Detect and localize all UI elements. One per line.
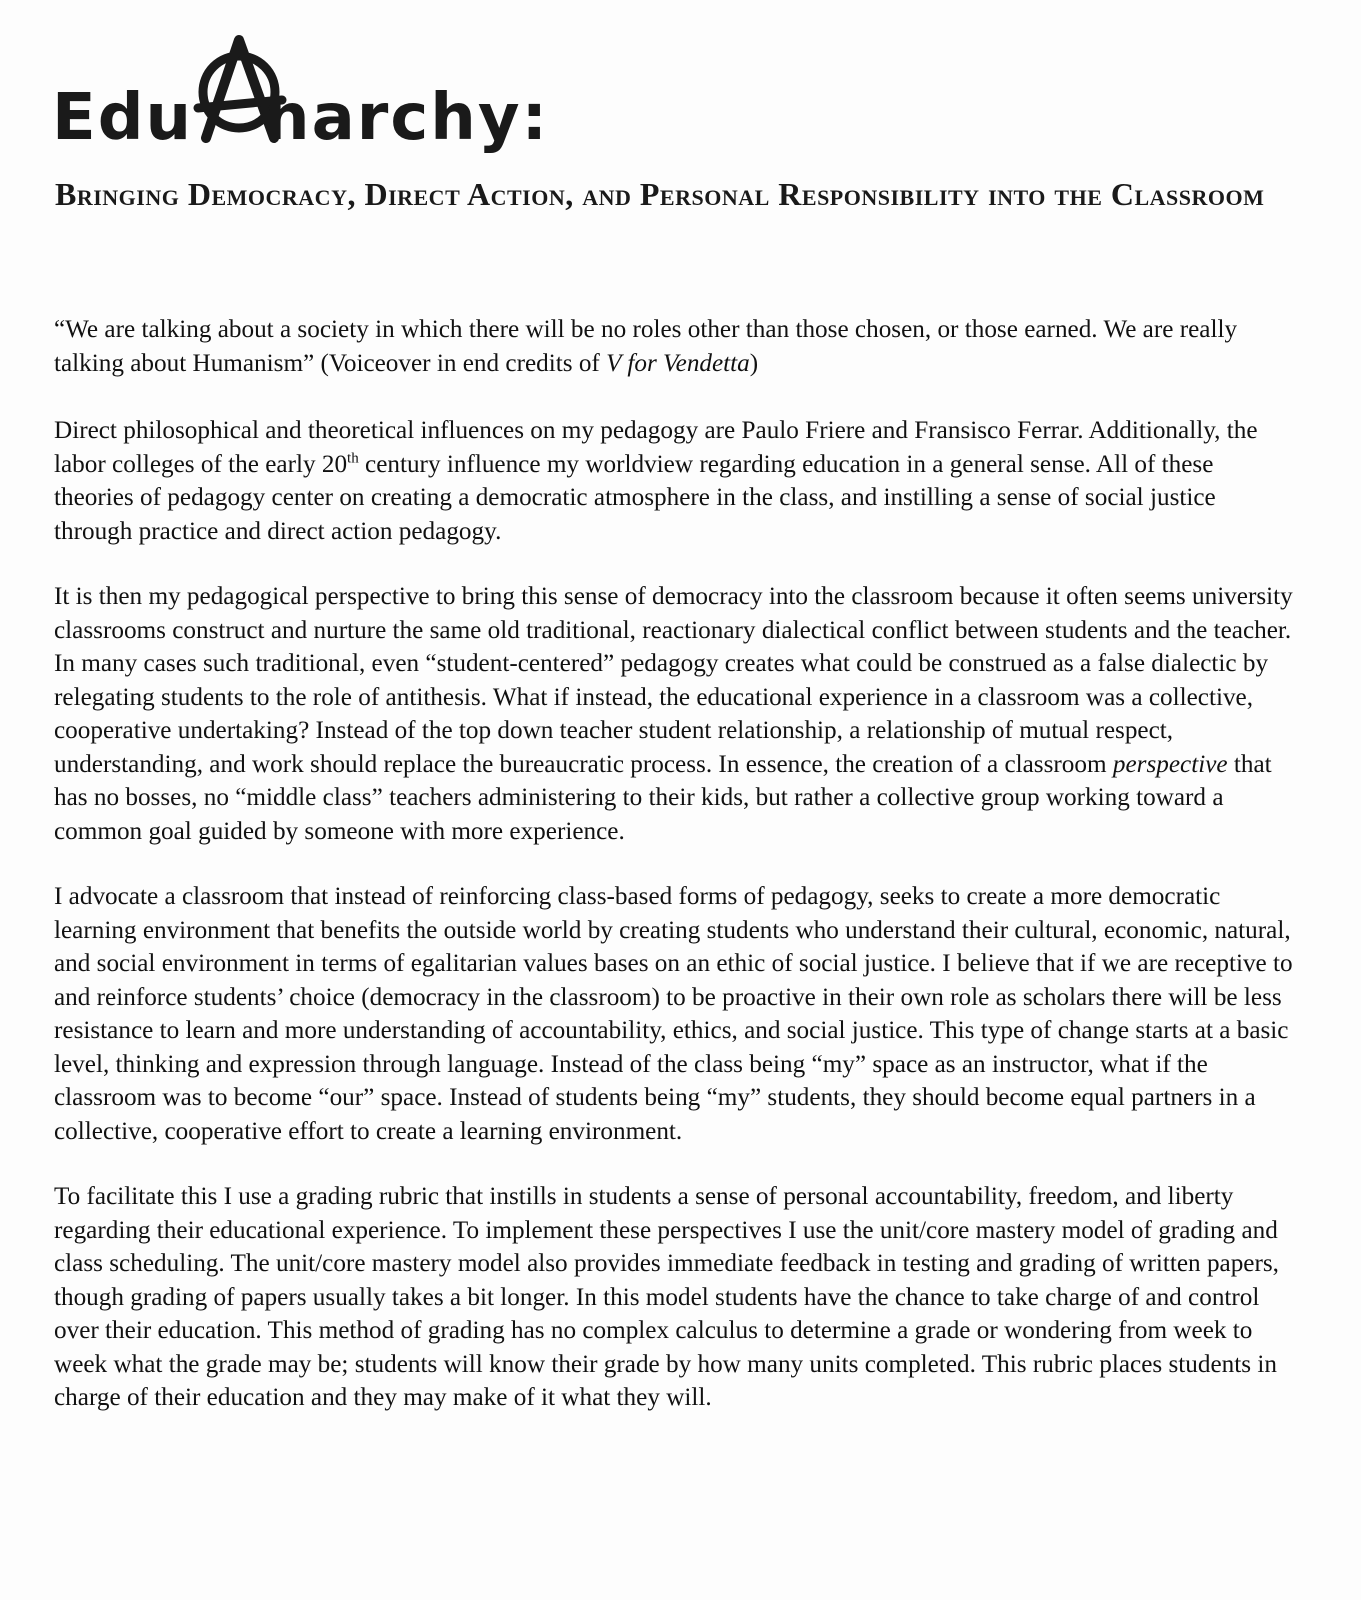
paragraph-influences <box>54 414 1294 548</box>
paragraph-2-part-a: It is then my pedagogical perspective to bring this sense of democracy into the classroom because it often seems university classrooms construct and nurture the same old traditional, reactionary dialectical conflict between students and the teacher. In many cases such traditional, even “student-centered” pedagogy creates what could be construed as a false dialectic by relegating students to the role of antithesis. What if instead, the educational experience in a classroom was a collective, cooperative undertaking? Instead of the top down teacher student relationship, a relationship of mutual respect, understanding, and work should replace the bureaucratic process. In essence, the creation of a classroom <box>54 583 1293 778</box>
logo-word-right: narchy: <box>264 81 550 155</box>
paragraph-advocacy: I advocate a classroom that instead of reinforcing class-based forms of pedagogy, seeks to create a more democratic learning environment that benefits the outside world by creating students who understand their cultural, economic, natural, and social environment in terms of egalitarian values bases on an ethic of social justice. I believe that if we are receptive to and reinforce students’ choice (democracy in the classroom) to be proactive in their own role as scholars there will be less resistance to learn and more understanding of accountability, ethics, and social justice. This type of change starts at a basic level, thinking and expression through language. Instead of the class being “my” space as an instructor, what if the classroom was to become “our” space. Instead of students being “my” students, they should become equal partners in a collective, cooperative effort to create a learning environment. <box>54 883 1293 1145</box>
paragraph-perspective <box>54 580 1294 848</box>
paragraph-2-emphasis: perspective <box>1112 750 1228 778</box>
quote-text: “We are talking about a society in which there will be no roles other than those chosen, or those earned. We are really talking about Humanism” (Voiceover in end credits of <box>54 316 1238 377</box>
document-subtitle: Bringing Democracy, Direct Action, and Personal Responsibility into the Classroom <box>55 176 1265 212</box>
ordinal-superscript: th <box>347 450 359 467</box>
document-body <box>54 313 1294 1447</box>
title-logo <box>52 30 752 170</box>
quote-source-title: V for Vendetta <box>606 349 750 377</box>
paragraph-2-part-b: that has no bosses, no “middle class” teachers administering to their kids, but rather a collective group working toward a common goal guided by someone with more experience. <box>54 750 1272 845</box>
quote-closing: ) <box>749 349 759 377</box>
opening-quote <box>54 313 1294 380</box>
paragraph-1-part-a: Direct philosophical and theoretical influences on my pedagogy are Paulo Friere and Fransisco Ferrar. Additionally, the labor colleges of the early 20 <box>54 417 1258 478</box>
paragraph-grading: To facilitate this I use a grading rubric that instills in students a sense of personal accountability, freedom, and liberty regarding their educational experience. To implement these perspectives I use the unit/core mastery model of grading and class scheduling. The unit/core mastery model also provides immediate feedback in testing and grading of written papers, though grading of papers usually takes a bit longer. In this model students have the chance to take charge of and control over their education. This method of grading has no complex calculus to determine a grade or wondering from week to week what the grade may be; students will know their grade by how many units completed. This rubric places students in charge of their education and they may make of it what they will. <box>54 1183 1279 1411</box>
logo-word-left: Edu <box>52 81 194 155</box>
paragraph-1-part-b: century influence my worldview regarding education in a general sense. All of these theories of pedagogy center on creating a democratic atmosphere in the class, and instilling a sense of social justice through practice and direct action pedagogy. <box>54 450 1216 545</box>
